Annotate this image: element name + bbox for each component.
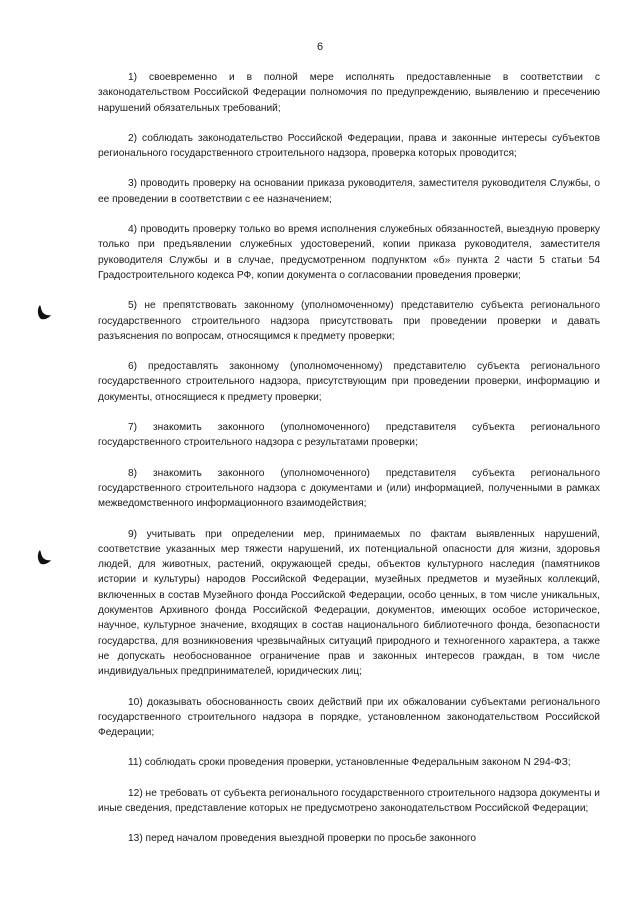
hole-punch-mark-bottom — [37, 549, 51, 565]
paragraph-item-4: 4) проводить проверку только во время исполнения служебных обязанностей, выездную проверку только при предъявлении служебных удостоверений, копии приказа руководителя, заместителя руководителя Службы и в случае, предусмотренном подпунктом «б» пункта 2 части 5 статьи 54 Градостроительного кодекса РФ, копии документа о согласовании проведения проверки; — [98, 224, 600, 281]
hole-punch-mark-top — [37, 304, 51, 320]
paragraph-item-13: 13) перед началом проведения выездной проверки по просьбе законного — [128, 833, 477, 845]
page-number: 6 — [316, 41, 324, 53]
paragraph-item-12: 12) не требовать от субъекта регионального государственного строительного надзора документы и иные сведения, представление которых не предусмотрено законодательством Российской Федерации; — [98, 787, 600, 814]
paragraph-item-1: 1) своевременно и в полной мере исполнять предоставленные в соответствии с законодательством Российской Федерации полномочия по предупреждению, выявлению и пресечению нарушений обязательных требований; — [98, 72, 600, 114]
paragraph-item-7: 7) знакомить законного (уполномоченного) представителя субъекта регионального государственного строительного надзора с результатами проверки; — [98, 422, 600, 449]
paragraph-item-8: 8) знакомить законного (уполномоченного) представителя субъекта регионального государственного строительного надзора с документами и (или) информацией, полученными в рамках межведомственного информационного взаимодействия; — [98, 467, 600, 510]
paragraph-item-11: 11) соблюдать сроки проведения проверки, установленные Федеральным законом N 294-ФЗ; — [128, 757, 571, 769]
paragraph-item-5: 5) не препятствовать законному (уполномоченному) представителю субъекта регионального государственного строительного надзора присутствовать при проведении проверки и давать разъяснения по вопросам, относящимся к предмету проверки; — [98, 300, 600, 342]
paragraph-item-6: 6) предоставлять законному (уполномоченному) представителю субъекта регионального государственного строительного надзора, присутствующим при проведении проверки, информацию и документы, относящиеся к предмету проверки; — [98, 361, 600, 403]
paragraph-item-9: 9) учитывать при определении мер, принимаемых по фактам выявленных нарушений, соответствие указанных мер тяжести нарушений, их потенциальной опасности для жизни, здоровья людей, для животных, растений, окружающей среды, объектов культурного наследия (памятников истории и культуры) народов Российской Федерации, музейных предметов и музейных коллекций, включенных в состав Музейного фонда Российской Федерации, особо ценных, в том числе уникальных, документов Архивного фонда Российской Федерации, документов, имеющих особое историческое, научное, культурное значение, входящих в состав национального библиотечного фонда, безопасности государства, для возникновения чрезвычайных ситуаций природного и техногенного характера, а также не допускать необоснованное ограничение прав и законных интересов граждан, в том числе индивидуальных предпринимателей, юридических лиц; — [98, 528, 600, 678]
paragraph-item-3: 3) проводить проверку на основании приказа руководителя, заместителя руководителя Службы, о ее проведении в соответствии с ее назначением; — [98, 178, 600, 205]
paragraph-item-10: 10) доказывать обоснованность своих действий при их обжаловании субъектами регионального государственного строительного надзора в порядке, установленном законодательством Российской Федерации; — [98, 696, 600, 739]
document-body — [98, 70, 600, 862]
paragraph-item-2: 2) соблюдать законодательство Российской Федерации, права и законные интересы субъектов регионального государственного строительного надзора, проверка которых проводится; — [98, 132, 600, 160]
